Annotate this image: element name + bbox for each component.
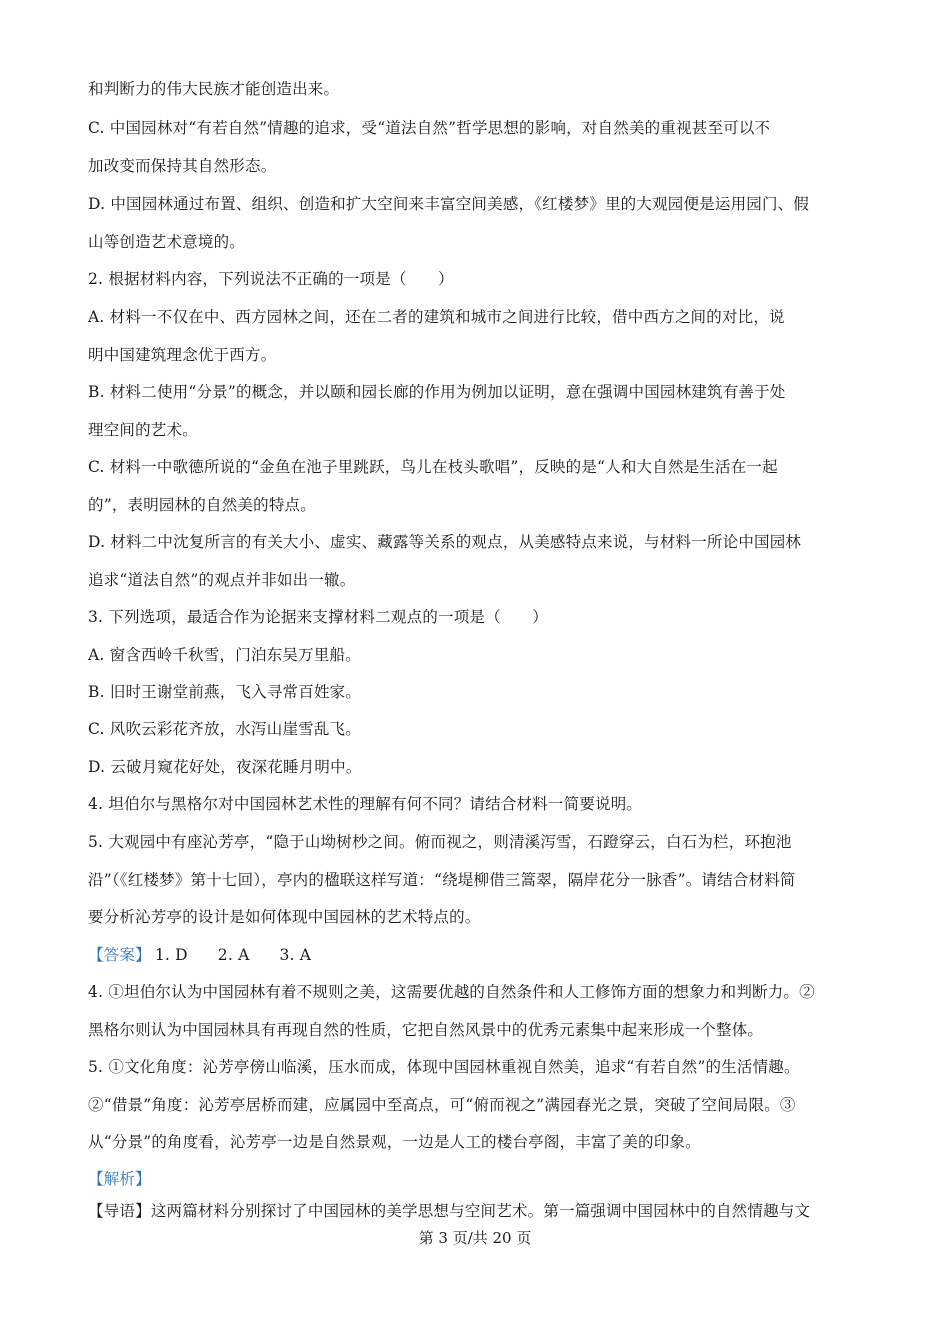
text-line: 从“分景”的角度看，沁芳亭一边是自然景观，一边是人工的楼台亭阁，丰富了美的印象。 <box>88 1133 701 1151</box>
question-5: 5. 大观园中有座沁芳亭，“隐于山坳树杪之间。俯而视之，则清溪泻雪，石蹬穿云，白石为栏，环抱池 <box>88 833 792 851</box>
question-2: 2. 根据材料内容，下列说法不正确的一项是（ ） <box>88 270 454 288</box>
option-d-line: D. 材料二中沈复所言的有关大小、虚实、藏露等关系的观点，从美感特点来说，与材料一所论中国园林 <box>88 533 802 551</box>
text-line: 黑格尔则认为中国园林具有再现自然的性质，它把自然风景中的优秀元素集中起来形成一个整体。 <box>88 1021 764 1039</box>
answer-4-line: 4. ①坦伯尔认为中国园林有着不规则之美，这需要优越的自然条件和人工修饰方面的想象力和判断力。② <box>88 983 815 1001</box>
page-footer: 第 3 页/共 20 页 <box>418 1229 532 1247</box>
intro-tag: 【导语】 <box>88 1202 151 1220</box>
text-line: 加改变而保持其自然形态。 <box>88 157 277 175</box>
option-c-line: C. 材料一中歌德所说的“金鱼在池子里跳跃，鸟儿在枝头歌唱”，反映的是“人和大自然是生活在一起 <box>88 458 778 476</box>
text-line: 山等创造艺术意境的。 <box>88 233 246 251</box>
text-line: 和判断力的伟大民族才能创造出来。 <box>88 80 340 98</box>
answer-item: 2. A <box>217 946 250 964</box>
intro-text: 这两篇材料分别探讨了中国园林的美学思想与空间艺术。第一篇强调中国园林中的自然情趣与文 <box>150 1202 811 1220</box>
text-line: ②“借景”角度：沁芳亭居桥而建，应属园中至高点，可“俯而视之”满园春光之景，突破了空间局限。③ <box>88 1096 796 1114</box>
answer-5-line: 5. ①文化角度：沁芳亭傍山临溪，压水而成，体现中国园林重视自然美，追求“有若自然”的生活情趣。 <box>88 1058 800 1076</box>
answer-item: 1. D <box>154 946 188 964</box>
option-d-line: D. 云破月窥花好处，夜深花睡月明中。 <box>88 758 362 776</box>
answer-tag: 【答案】 <box>88 946 151 964</box>
text-line: 追求“道法自然”的观点并非如出一辙。 <box>88 571 356 589</box>
analysis-tag: 【解析】 <box>88 1170 151 1188</box>
option-a-line: A. 窗含西岭千秋雪，门泊东吴万里船。 <box>88 646 361 664</box>
text-line: 沿”（《红楼梦》第十七回），亭内的楹联这样写道：“绕堤柳借三篙翠，隔岸花分一脉香”。请结合材料简 <box>88 871 796 889</box>
intro-line <box>88 1200 868 1222</box>
option-c-line: C. 风吹云彩花齐放，水泻山崖雪乱飞。 <box>88 720 361 738</box>
text-line: 理空间的艺术。 <box>88 421 198 439</box>
option-a-line: A. 材料一不仅在中、西方园林之间，还在二者的建筑和城市之间进行比较，借中西方之间的对比，说 <box>88 308 785 326</box>
text-line: 的”，表明园林的自然美的特点。 <box>88 496 316 514</box>
text-line: 要分析沁芳亭的设计是如何体现中国园林的艺术特点的。 <box>88 908 481 926</box>
text-line: 明中国建筑理念优于西方。 <box>88 346 277 364</box>
answer-item: 3. A <box>279 946 312 964</box>
option-c-line: C. 中国园林对“有若自然”情趣的追求，受“道法自然”哲学思想的影响，对自然美的重视甚至可以不 <box>88 119 771 137</box>
question-4: 4. 坦伯尔与黑格尔对中国园林艺术性的理解有何不同？请结合材料一简要说明。 <box>88 795 643 813</box>
option-b-line: B. 材料二使用“分景”的概念，并以颐和园长廊的作用为例加以证明，意在强调中国园林建筑有善于处 <box>88 383 786 401</box>
analysis-heading <box>88 1168 868 1190</box>
option-d-line: D. 中国园林通过布置、组织、创造和扩大空间来丰富空间美感，《红楼梦》里的大观园便是运用园门、假 <box>88 195 810 213</box>
answer-line <box>88 944 868 966</box>
option-b-line: B. 旧时王谢堂前燕，飞入寻常百姓家。 <box>88 683 362 701</box>
question-3: 3. 下列选项，最适合作为论据来支撑材料二观点的一项是（ ） <box>88 608 548 626</box>
